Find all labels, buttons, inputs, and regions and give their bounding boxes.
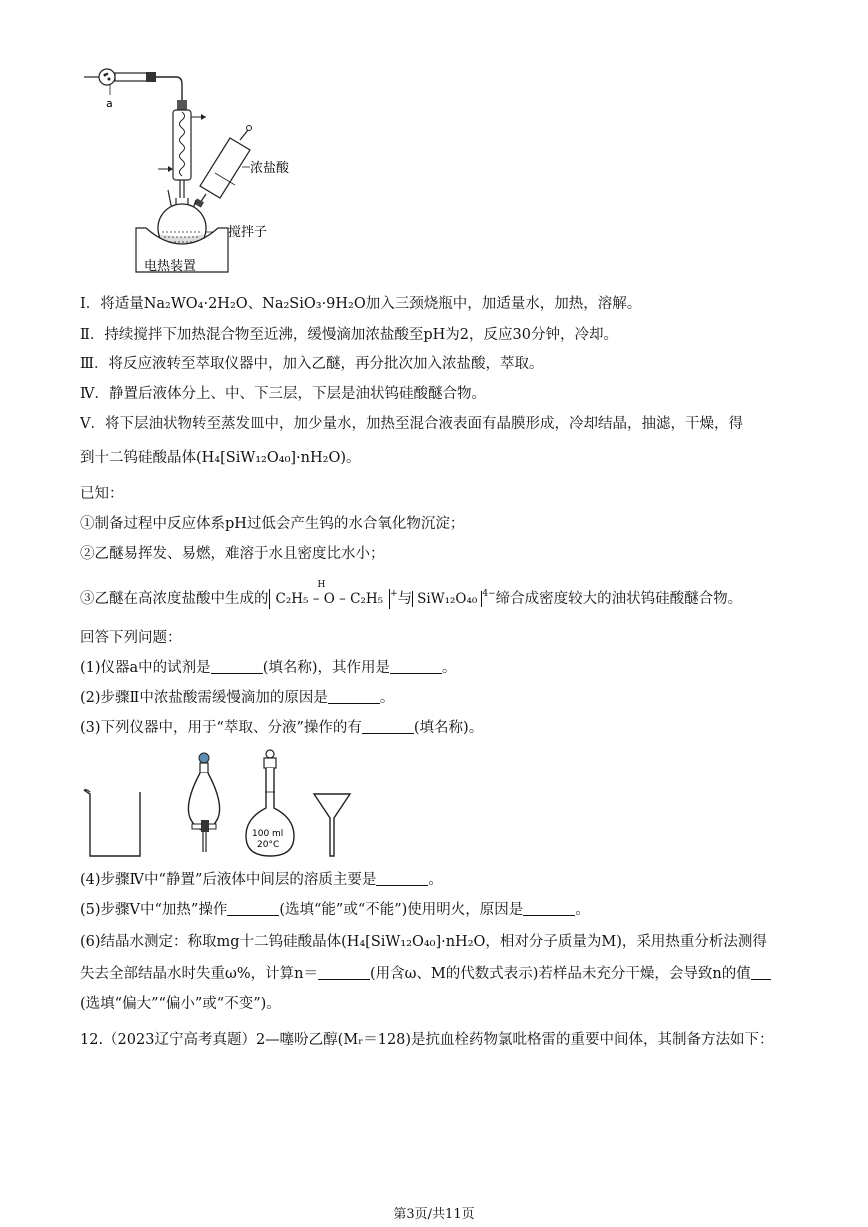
silicotungstate-anion-formula: SiW₁₂O₄₀ <box>412 591 482 607</box>
answer-blank-1b[interactable] <box>390 659 442 674</box>
answer-blank-1a[interactable] <box>211 659 263 674</box>
label-stir-bar: 搅拌子 <box>228 225 268 240</box>
step-5-line-1: Ⅴ．将下层油状物转至蒸发皿中，加少量水，加热至混合液表面有晶膜形成，冷却结晶，抽滤，干燥，得 <box>80 416 743 432</box>
apparatus-diagram <box>80 60 380 280</box>
question-6-line-2: 失去全部结晶水时失重ω%，计算n＝ (用含ω、M的代数式表示)若样品未充分干燥，会导致n的值 <box>80 964 771 984</box>
funnel-icon <box>314 794 350 856</box>
known-3: ③乙醚在高浓度盐酸中生成的 H C₂H₅ – O – C₂H₅ +与 SiW₁₂O₄₀ $^{4-}$缔合成密度较大的油状钨硅酸醚合物。 <box>80 580 743 607</box>
label-heater: 电热装置 <box>144 259 197 274</box>
drying-tube-bulb <box>99 69 115 85</box>
question-2: (2)步骤Ⅱ中浓盐酸需缓慢滴加的原因是 。 <box>80 690 395 706</box>
volumetric-flask-icon <box>246 750 294 856</box>
step-1: Ⅰ．将适量Na₂WO₄·2H₂O、Na₂SiO₃·9H₂O加入三颈烧瓶中，加适量水，加热，溶解。 <box>80 296 642 312</box>
answer-blank-4[interactable] <box>376 871 428 886</box>
label-concentrated-hcl: 浓盐酸 <box>250 161 290 176</box>
dropping-funnel <box>194 126 251 208</box>
answer-blank-6b[interactable] <box>751 965 771 980</box>
answer-blank-2[interactable] <box>328 689 380 704</box>
step-2: Ⅱ．持续搅拌下加热混合物至近沸，缓慢滴加浓盐酸至pH为2，反应30分钟，冷却。 <box>80 327 618 343</box>
label-a: a <box>106 97 113 110</box>
question-12: 12.（2023辽宁高考真题）2—噻吩乙醇(Mᵣ＝128)是抗血栓药物氯吡格雷的重要中间体，其制备方法如下： <box>80 1032 774 1048</box>
step-5-line-2: 到十二钨硅酸晶体(H₄[SiW₁₂O₄₀]·nH₂O)。 <box>80 450 361 466</box>
page-footer: 第3页/共11页 <box>393 1207 475 1222</box>
questions-intro: 回答下列问题： <box>80 630 182 646</box>
beaker-icon <box>84 790 140 856</box>
question-6-line-1: (6)结晶水测定：称取mg十二钨硅酸晶体(H₄[SiW₁₂O₄₀]·nH₂O，相对分子质量为M)，采用热重分析法测得 <box>80 934 767 950</box>
glassware-options <box>80 748 380 860</box>
step-4: Ⅳ．静置后液体分上、中、下三层，下层是油状钨硅酸醚合物。 <box>80 386 486 402</box>
flask-label-temperature: 20°C <box>257 840 280 850</box>
separatory-funnel-icon <box>188 753 219 852</box>
known-2: ②乙醚易挥发、易燃，难溶于水且密度比水小； <box>80 546 385 562</box>
answer-blank-5b[interactable] <box>523 901 575 916</box>
known-1: ①制备过程中反应体系pH过低会产生钨的水合氧化物沉淀； <box>80 516 465 532</box>
question-4: (4)步骤Ⅳ中“静置”后液体中间层的溶质主要是 。 <box>80 872 443 888</box>
answer-blank-3[interactable] <box>362 719 414 734</box>
question-6-line-3: (选填“偏大”“偏小”或“不变”)。 <box>80 996 281 1012</box>
question-3: (3)下列仪器中，用于“萃取、分液”操作的有 (填名称)。 <box>80 720 484 736</box>
answer-blank-5a[interactable] <box>227 901 279 916</box>
question-1: (1)仪器a中的试剂是 (填名称)，其作用是 。 <box>80 660 457 676</box>
ether-cation-formula: H C₂H₅ – O – C₂H₅ <box>269 589 391 609</box>
question-5: (5)步骤Ⅴ中“加热”操作 (选填“能”或“不能”)使用明火，原因是 。 <box>80 902 590 918</box>
flask-label-volume: 100 ml <box>252 829 284 839</box>
step-3: Ⅲ．将反应液转至萃取仪器中，加入乙醚，再分批次加入浓盐酸，萃取。 <box>80 356 544 372</box>
answer-blank-6a[interactable] <box>318 965 370 980</box>
known-title: 已知： <box>80 486 124 502</box>
